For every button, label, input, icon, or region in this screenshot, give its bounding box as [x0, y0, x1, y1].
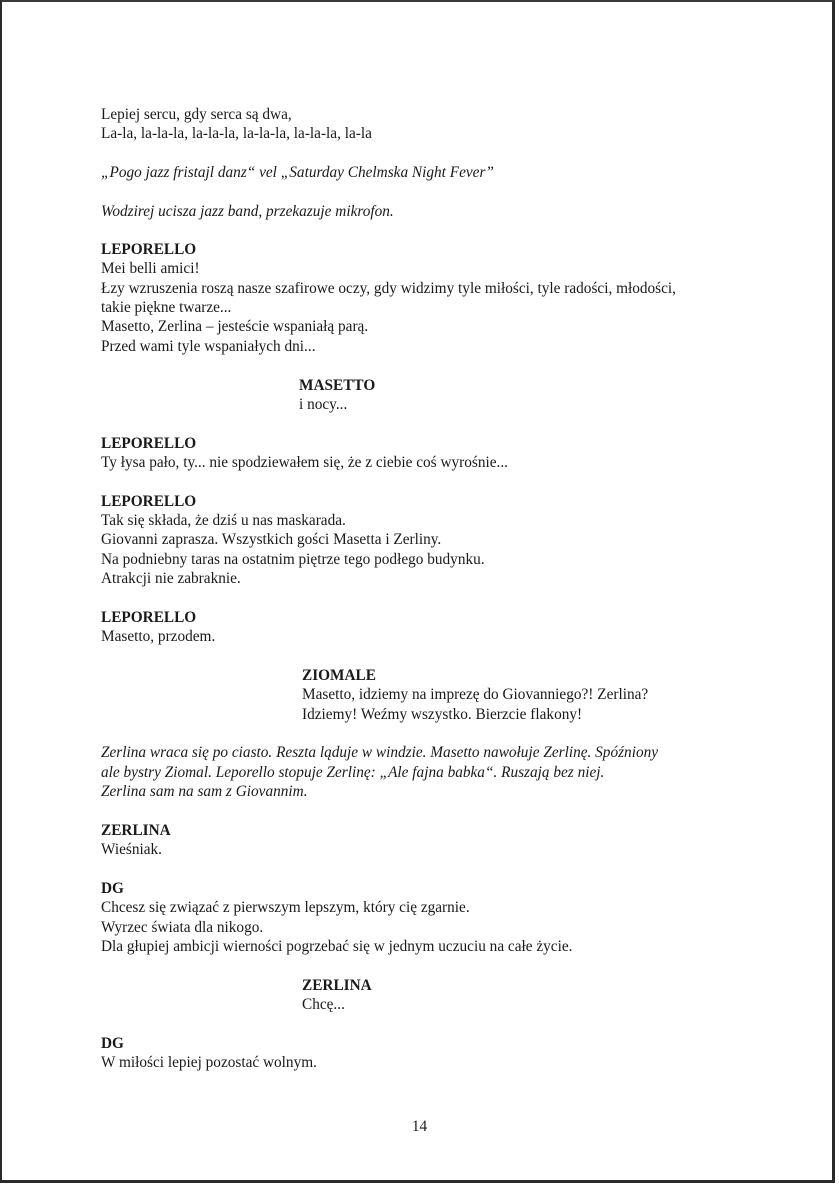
- text-line: Chcę...: [302, 996, 345, 1013]
- text-line: Przed wami tyle wspaniałych dni...: [101, 338, 316, 355]
- page-number: 14: [411, 1118, 428, 1135]
- speaker-name: LEPORELLO: [101, 435, 197, 452]
- speaker-name: ZIOMALE: [302, 667, 376, 684]
- text-line: Masetto, Zerlina – jesteście wspaniałą parą.: [101, 318, 369, 335]
- speaker-name: LEPORELLO: [101, 241, 197, 258]
- text-line: Tak się składa, że dziś u nas maskarada.: [101, 512, 346, 529]
- text-line: Atrakcji nie zabraknie.: [101, 570, 241, 587]
- text-line: Łzy wzruszenia roszą nasze szafirowe oczy, gdy widzimy tyle miłości, tyle radości, młodości,: [101, 280, 676, 297]
- text-line: Chcesz się związać z pierwszym lepszym, który cię zgarnie.: [101, 899, 470, 916]
- text-line: Dla głupiej ambicji wierności pogrzebać się w jednym uczuciu na całe życie.: [101, 938, 573, 955]
- text-line: i nocy...: [299, 396, 348, 413]
- text-line: Na podniebny taras na ostatnim piętrze tego podłego budynku.: [101, 551, 485, 568]
- stage-direction: ale bystry Ziomal. Leporello stopuje Zerlinę: „Ale fajna babka“. Ruszają bez niej.: [101, 764, 605, 781]
- text-line: Masetto, przodem.: [101, 628, 216, 645]
- text-line: Wyrzec świata dla nikogo.: [101, 919, 264, 936]
- text-line: Giovanni zaprasza. Wszystkich gości Masetta i Zerliny.: [101, 531, 442, 548]
- scene-title: „Pogo jazz fristajl danz“ vel „Saturday Chelmska Night Fever”: [101, 164, 494, 181]
- text-line: takie piękne twarze...: [101, 299, 232, 316]
- speaker-name: MASETTO: [299, 377, 376, 394]
- text-line: Wieśniak.: [101, 841, 162, 858]
- stage-direction: Wodzirej ucisza jazz band, przekazuje mikrofon.: [101, 203, 394, 220]
- stage-direction: Zerlina sam na sam z Giovannim.: [101, 783, 308, 800]
- text-line: Idziemy! Weźmy wszystko. Bierzcie flakony!: [302, 706, 583, 723]
- speaker-name: DG: [101, 1035, 124, 1052]
- text-line: Mei belli amici!: [101, 260, 200, 277]
- speaker-name: LEPORELLO: [101, 493, 197, 510]
- speaker-name: ZERLINA: [101, 822, 171, 839]
- speaker-name: DG: [101, 880, 124, 897]
- text-line: Masetto, idziemy na imprezę do Giovanniego?! Zerlina?: [302, 686, 649, 703]
- text-line: Ty łysa pało, ty... nie spodziewałem się, że z ciebie coś wyrośnie...: [101, 454, 509, 471]
- speaker-name: LEPORELLO: [101, 609, 197, 626]
- stage-direction: Zerlina wraca się po ciasto. Reszta ląduje w windzie. Masetto nawołuje Zerlinę. Spóźniony: [101, 744, 659, 761]
- speaker-name: ZERLINA: [302, 977, 372, 994]
- text-line: W miłości lepiej pozostać wolnym.: [101, 1054, 317, 1071]
- text-line: Lepiej sercu, gdy serca są dwa,: [101, 106, 292, 123]
- text-line: La-la, la-la-la, la-la-la, la-la-la, la-la-la, la-la: [101, 125, 372, 142]
